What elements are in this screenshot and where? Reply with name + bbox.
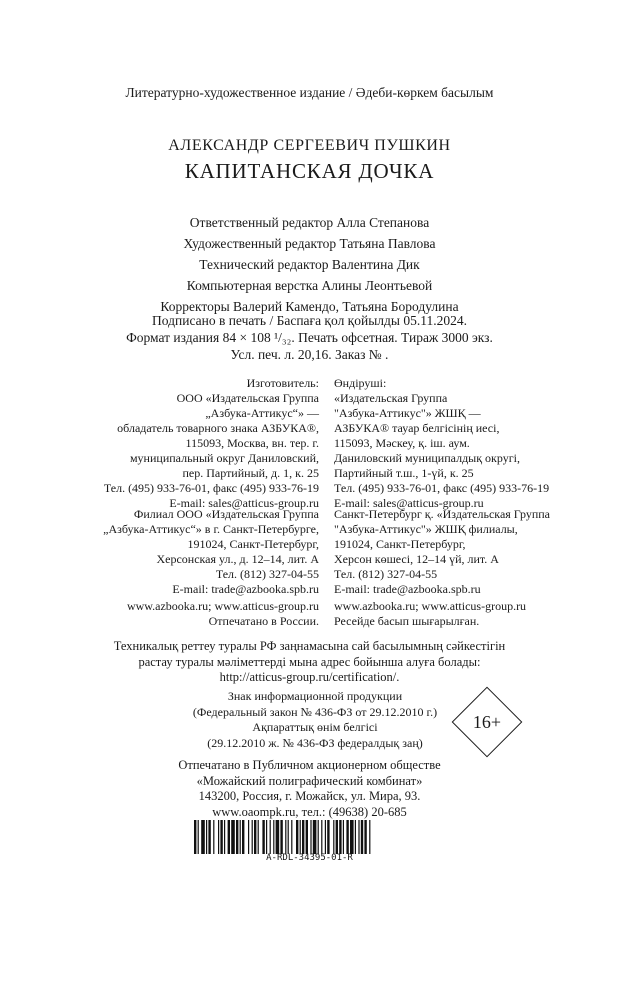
staff-line: Технический редактор Валентина Дик bbox=[199, 257, 420, 272]
branch-ru-line: E-mail: trade@azbooka.spb.ru bbox=[172, 582, 319, 596]
tech-regulation-line: http://atticus-group.ru/certification/. bbox=[219, 670, 400, 684]
manufacturer-ru-line: обладатель товарного знака АЗБУКА®, bbox=[117, 421, 319, 435]
branch-kz-line: Тел. (812) 327-04-55 bbox=[334, 567, 438, 581]
staff-line: Художественный редактор Татьяна Павлова bbox=[183, 236, 436, 251]
barcode-bar bbox=[306, 820, 308, 854]
website-links: www.azbooka.ru; www.atticus-group.ru bbox=[334, 599, 527, 613]
branch-kz-line: "Азбука-Аттикус"» ЖШҚ филиалы, bbox=[334, 522, 518, 536]
print-info-line: Подписано в печать / Баспаға қол қойылды 05.11.2024. bbox=[152, 313, 467, 328]
info-sign-line: Знак информационной продукции bbox=[227, 689, 403, 703]
barcode-bar bbox=[364, 820, 366, 854]
barcode-bar bbox=[280, 820, 282, 854]
printed-country: Отпечатано в России. bbox=[208, 614, 319, 628]
staff-credits bbox=[0, 212, 619, 317]
barcode-bar bbox=[302, 820, 304, 854]
barcode-bar bbox=[313, 820, 317, 854]
printed-country: Ресейде басып шығарылған. bbox=[334, 614, 480, 628]
book-title: КАПИТАНСКАЯ ДОЧКА bbox=[184, 159, 435, 183]
branch-ru bbox=[103, 507, 319, 597]
age-rating-text: 16+ bbox=[472, 712, 502, 732]
barcode-bar bbox=[213, 820, 214, 854]
manufacturer-ru-line: E-mail: sales@atticus-group.ru bbox=[169, 496, 319, 510]
print-info bbox=[0, 312, 619, 363]
barcode-bar bbox=[220, 820, 222, 854]
author-name: АЛЕКСАНДР СЕРГЕЕВИЧ ПУШКИН bbox=[168, 137, 451, 154]
manufacturer-ru-line: ООО «Издательская Группа bbox=[176, 391, 319, 405]
tech-regulation-line: Техникалық реттеу туралы РФ заңнамасына сай басылымның сәйкестігін bbox=[113, 639, 506, 653]
age-rating-badge bbox=[452, 687, 522, 757]
barcode-bar bbox=[339, 820, 341, 854]
printer-line: Отпечатано в Публичном акционерном обществе bbox=[178, 758, 441, 772]
barcode-bar bbox=[288, 820, 289, 854]
manufacturer-kz-line: АЗБУКА® тауар белгісінің иесі, bbox=[334, 421, 500, 435]
manufacturer-kz-line: Тел. (495) 933-76-01, факс (495) 933-76-19 bbox=[334, 481, 550, 495]
branch-kz bbox=[334, 507, 550, 597]
info-sign-line: Ақпараттық өнім белгісі bbox=[252, 720, 378, 734]
print-info-line: Усл. печ. л. 20,16. Заказ № . bbox=[230, 347, 389, 362]
manufacturer-kz bbox=[334, 376, 549, 511]
print-info-line: Формат издания 84 × 108 ¹/₃₂. Печать офсетная. Тираж 3000 экз. bbox=[126, 330, 493, 345]
info-product-sign bbox=[175, 689, 455, 751]
staff-line: Корректоры Валерий Камендо, Татьяна Бородулина bbox=[160, 299, 459, 314]
manufacturer-kz-line: 115093, Мәскеу, қ. іш. аум. bbox=[334, 436, 470, 450]
barcode-bar bbox=[291, 820, 292, 854]
barcode-bar bbox=[350, 820, 354, 854]
barcode-bar bbox=[242, 820, 244, 854]
printer-line: 143200, Россия, г. Можайск, ул. Мира, 93. bbox=[198, 789, 421, 803]
manufacturer-ru-line: пер. Партийный, д. 1, к. 25 bbox=[182, 466, 319, 480]
branch-kz-line: E-mail: trade@azbooka.spb.ru bbox=[334, 582, 481, 596]
barcode bbox=[194, 820, 426, 854]
barcode-bar bbox=[300, 820, 301, 854]
branch-ru-line: Филиал ООО «Издательская Группа bbox=[133, 507, 319, 521]
manufacturer-kz-line: E-mail: sales@atticus-group.ru bbox=[334, 496, 484, 510]
barcode-bar bbox=[218, 820, 219, 854]
printer-info bbox=[0, 758, 619, 820]
barcode-bar bbox=[346, 820, 348, 854]
barcode-bar bbox=[266, 820, 267, 854]
barcode-bar bbox=[343, 820, 344, 854]
barcode-bar bbox=[248, 820, 249, 854]
barcode-bar bbox=[333, 820, 334, 854]
manufacturer-kz-line: «Издательская Группа bbox=[334, 391, 448, 405]
barcode-bar bbox=[325, 820, 326, 854]
tech-regulation-note bbox=[0, 639, 619, 686]
barcode-bar bbox=[270, 820, 271, 854]
barcode-bar bbox=[198, 820, 199, 854]
manufacturer-kz-line: Өндіруші: bbox=[334, 376, 387, 390]
branch-kz-line: 191024, Санкт-Петербург, bbox=[334, 537, 466, 551]
manufacturer-ru-line: Тел. (495) 933-76-01, факс (495) 933-76-19 bbox=[103, 481, 319, 495]
manufacturer-kz-line: Даниловский муниципалдық округі, bbox=[334, 451, 520, 465]
barcode-bar bbox=[273, 820, 274, 854]
barcode-bar bbox=[327, 820, 329, 854]
barcode-text: A-RDL-34395-01-R bbox=[266, 853, 353, 863]
barcode-bar bbox=[310, 820, 311, 854]
barcode-bar bbox=[240, 820, 241, 854]
barcode-bar bbox=[262, 820, 264, 854]
barcode-bar bbox=[296, 820, 298, 854]
staff-line: Компьютерная верстка Алины Леонтьевой bbox=[186, 278, 433, 293]
edition-type: Литературно-художественное издание / Әдеби-көркем басылым bbox=[125, 85, 494, 100]
manufacturer-ru-line: 115093, Москва, вн. тер. г. bbox=[185, 436, 319, 450]
manufacturer-kz-line: "Азбука-Аттикус"» ЖШҚ — bbox=[334, 406, 481, 420]
barcode-bar bbox=[276, 820, 280, 854]
branch-kz-line: Санкт-Петербург қ. «Издательская Группа bbox=[334, 507, 550, 521]
printer-line: www.oaompk.ru, тел.: (49638) 20-685 bbox=[212, 804, 407, 819]
staff-line: Ответственный редактор Алла Степанова bbox=[189, 215, 430, 230]
manufacturer-ru bbox=[104, 376, 319, 511]
barcode-bar bbox=[336, 820, 338, 854]
tech-regulation-line: растау туралы мәліметтерді мына адрес бойынша алуға болады: bbox=[138, 654, 481, 669]
branch-kz-line: Херсон көшесі, 12–14 үй, лит. А bbox=[334, 552, 499, 566]
barcode-bar bbox=[361, 820, 363, 854]
barcode-bar bbox=[258, 820, 259, 854]
branch-ru-line: 191024, Санкт-Петербург, bbox=[187, 537, 319, 551]
barcode-bar bbox=[224, 820, 225, 854]
barcode-bar bbox=[236, 820, 238, 854]
printer-line: «Можайский полиграфический комбинат» bbox=[196, 773, 423, 788]
barcode-bar bbox=[369, 820, 370, 854]
web-ru bbox=[127, 599, 319, 629]
manufacturer-kz-line: Партийный т.ш., 1-үй, к. 25 bbox=[334, 466, 474, 480]
branch-ru-line: Херсонская ул., д. 12–14, лит. А bbox=[156, 552, 319, 566]
manufacturer-ru-line: Изготовитель: bbox=[246, 376, 319, 390]
barcode-bar bbox=[358, 820, 359, 854]
barcode-bar bbox=[318, 820, 319, 854]
branch-ru-line: Тел. (812) 327-04-55 bbox=[215, 567, 319, 581]
barcode-bar bbox=[254, 820, 256, 854]
manufacturer-ru-line: муниципальный округ Даниловский, bbox=[129, 451, 319, 465]
barcode-bar bbox=[321, 820, 322, 854]
barcode-bar bbox=[228, 820, 230, 854]
barcode-bar bbox=[252, 820, 253, 854]
barcode-bar bbox=[201, 820, 205, 854]
barcode-bar bbox=[231, 820, 235, 854]
barcode-bar bbox=[355, 820, 356, 854]
barcode-bar bbox=[206, 820, 207, 854]
web-kz bbox=[334, 599, 526, 629]
barcode-bar bbox=[194, 820, 196, 854]
website-links: www.azbooka.ru; www.atticus-group.ru bbox=[126, 599, 319, 613]
manufacturer-ru-line: „Азбука-Аттикус“» — bbox=[205, 406, 319, 420]
branch-ru-line: „Азбука-Аттикус“» в г. Санкт-Петербурге, bbox=[103, 522, 319, 536]
info-sign-line: (Федеральный закон № 436-ФЗ от 29.12.2010 г.) bbox=[192, 704, 438, 719]
info-sign-line: (29.12.2010 ж. № 436-ФЗ федералдық заң) bbox=[207, 735, 423, 750]
barcode-bar bbox=[285, 820, 286, 854]
barcode-bar bbox=[208, 820, 210, 854]
